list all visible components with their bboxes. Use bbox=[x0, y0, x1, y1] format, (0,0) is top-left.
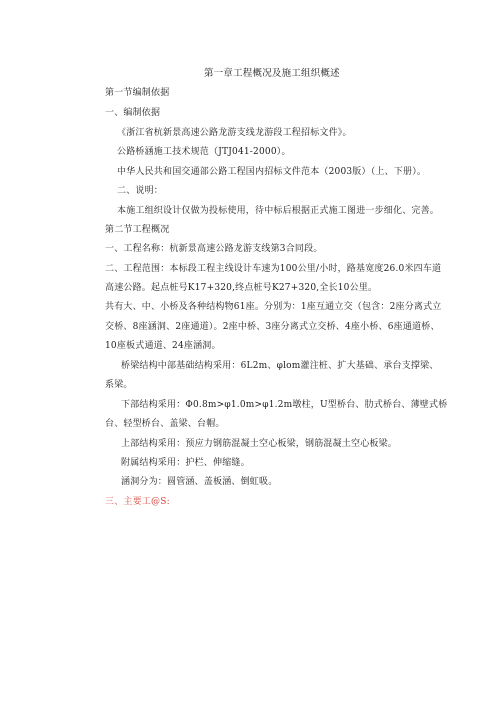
section-heading-2: 第二节工程概况 bbox=[105, 225, 170, 235]
section-heading-1: 第一节编制依据 bbox=[105, 88, 170, 98]
item-heading-2: 二、说明： bbox=[117, 186, 164, 196]
substructure-line-1: 下部结构采用：Φ0.8m>φ1.0m>φ1.2m墩柱，U型桥台、肋式桥台、薄壁式桥 bbox=[121, 400, 448, 410]
section-heading-3: 三、主要工@S: bbox=[105, 497, 170, 507]
foundation-line-1: 桥梁结构中部基础结构采用：6L2m、φlom灌注桩、扩大基础、承台支撑梁、 bbox=[121, 361, 439, 371]
scope-line-2: 高速公路。起点桩号K17+320,终点桩号K27+320,全长10公里。 bbox=[105, 283, 378, 293]
item-heading-1: 一、编制依据 bbox=[105, 108, 161, 118]
project-name-line: 一、工程名称：杭新景高速公路龙游支线第3合同段。 bbox=[105, 244, 323, 254]
scope-line-1: 二、工程范围：本标段工程主线设计车速为100公里/小时，路基宽度26.0米四车道 bbox=[105, 264, 442, 274]
bridges-line-1: 共有大、中、小桥及各种结构物61座。分别为：1座互通立交（包含：2座分离式立 bbox=[105, 302, 442, 312]
substructure-line-2: 台、轻型桥台、盖梁、台帽。 bbox=[105, 419, 225, 429]
superstructure-line: 上部结构采用：预应力钢筋混凝土空心板梁，钢筋混凝土空心板梁。 bbox=[121, 439, 398, 449]
bridges-line-3: 10座板式通道、24座涵洞。 bbox=[105, 341, 221, 351]
foundation-line-2: 系梁。 bbox=[105, 380, 133, 390]
ancillary-line: 附属结构采用：护栏、伸缩缝。 bbox=[121, 458, 250, 468]
culverts-line: 涵洞分为：圆管涵、盖板涵、倒虹吸。 bbox=[121, 477, 278, 487]
bridges-line-2: 交桥、8座涵洞、2座通道）。2座中桥、3座分离式立交桥、4座小桥、6座通道桥、 bbox=[105, 322, 440, 332]
basis-line-2: 公路桥涵施工技术规范（JTJ041-2000）。 bbox=[117, 147, 291, 157]
chapter-title: 第一章工程概况及施工组织概述 bbox=[204, 68, 340, 79]
basis-line-3: 中华人民共和国交通部公路工程国内招标文件范本（2003版）（上、下册）。 bbox=[117, 167, 427, 177]
basis-line-1: 《浙江省杭新景高速公路龙游支线龙游段工程招标文件》。 bbox=[117, 128, 352, 138]
note-paragraph: 本施工组织设计仅做为投标使用，待中标后根据正式施工图进一步细化、完善。 bbox=[117, 206, 440, 216]
